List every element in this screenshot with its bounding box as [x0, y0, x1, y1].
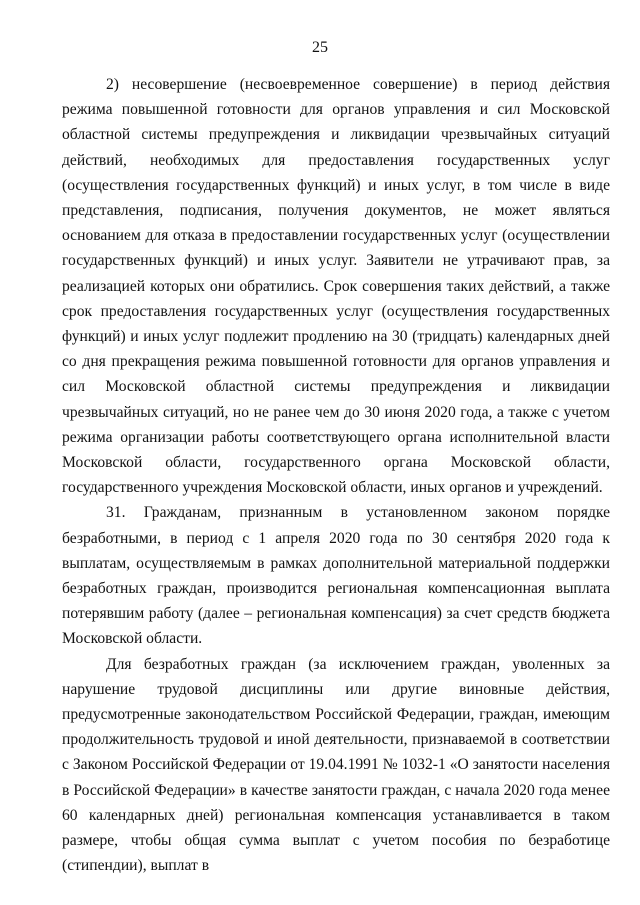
page-number: 25	[312, 39, 328, 56]
document-body	[62, 72, 610, 879]
paragraph-unemployed-compensation: Для безработных граждан (за исключением граждан, уволенных за нарушение трудовой дисциплины или другие виновные действия, предусмотренные законодательством Российской Федерации, граждан, имеющим продолжительность трудовой и иной деятельности, признаваемой в соответствии с Законом Российской Федерации от 19.04.1991 № 1032-1 «О занятости населения в Российской Федерации» в качестве занятости граждан, с начала 2020 года менее 60 календарных дней) региональная компенсация устанавливается в таком размере, чтобы общая сумма выплат с учетом пособия по безработице (стипендии), выплат в	[62, 655, 610, 875]
paragraph-item-2: 2) несовершение (несвоевременное совершение) в период действия режима повышенной готовности для органов управления и сил Московской областной системы предупреждения и ликвидации чрезвычайных ситуаций действий, необходимых для предоставления государственных услуг (осуществления государственных функций) и иных услуг, в том числе в виде представления, подписания, получения документов, не может являться основанием для отказа в предоставлении государственных услуг (осуществлении государственных функций) и иных услуг. Заявители не утрачивают прав, за реализацией которых они обратились. Срок совершения таких действий, а также срок предоставления государственных услуг (осуществления государственных функций) и иных услуг подлежит продлению на 30 (тридцать) календарных дней со дня прекращения режима повышенной готовности для органов управления и сил Московской областной системы предупреждения и ликвидации чрезвычайных ситуаций, но не ранее чем до 30 июня 2020 года, а также с учетом режима организации работы соответствующего органа исполнительной власти Московской области, государственного органа Московской области, государственного учреждения Московской области, иных органов и учреждений.	[62, 76, 610, 497]
paragraph-item-31: 31. Гражданам, признанным в установленном законом порядке безработными, в период с 1 апреля 2020 года по 30 сентября 2020 года к выплатам, осуществляемым в рамках дополнительной материальной поддержки безработных граждан, производится региональная компенсационная выплата потерявшим работу (далее – региональная компенсация) за счет средств бюджета Московской области.	[62, 504, 610, 648]
